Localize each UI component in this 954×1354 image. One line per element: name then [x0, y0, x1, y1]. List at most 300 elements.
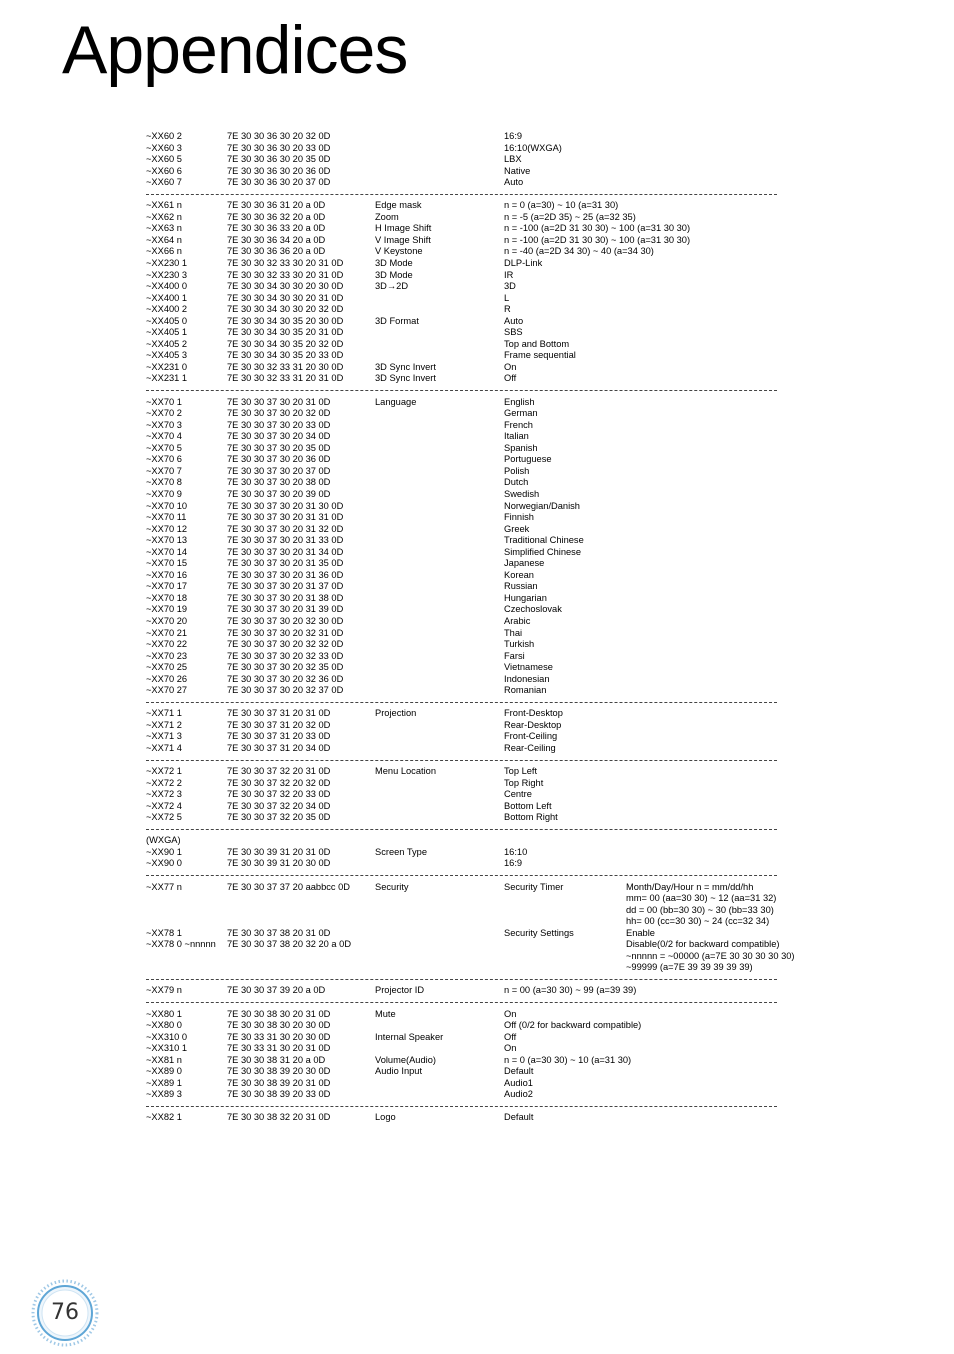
hex-code-cell: 7E 30 30 32 33 31 20 31 0D: [227, 373, 344, 384]
value-cell: Native: [504, 165, 531, 176]
table-row: [146, 951, 826, 963]
description-cell: Month/Day/Hour n = mm/dd/hh: [626, 881, 754, 892]
hex-code-cell: 7E 30 30 37 39 20 a 0D: [227, 985, 326, 996]
table-row: [146, 789, 826, 801]
command-cell: ~XX310 1: [146, 1043, 188, 1054]
value-cell: Bottom Right: [504, 812, 558, 823]
hex-code-cell: 7E 30 30 37 30 20 31 30 0D: [227, 500, 344, 511]
value-cell: LBX: [504, 154, 522, 165]
dashed-separator: [146, 189, 826, 201]
table-row: [146, 281, 826, 293]
command-cell: ~XX63 n: [146, 223, 182, 234]
table-row: [146, 1112, 826, 1124]
command-cell: ~XX72 3: [146, 789, 182, 800]
value-cell: Traditional Chinese: [504, 535, 584, 546]
table-row: [146, 235, 826, 247]
command-cell: ~XX230 1: [146, 258, 188, 269]
table-row: [146, 547, 826, 559]
table-row: [146, 674, 826, 686]
table-row: [146, 143, 826, 155]
table-row: [146, 916, 826, 928]
command-cell: ~XX70 14: [146, 546, 188, 557]
function-cell: 3D Mode: [375, 258, 413, 269]
function-cell: Menu Location: [375, 766, 436, 777]
command-cell: ~XX400 1: [146, 292, 188, 303]
table-row: [146, 1020, 826, 1032]
value-cell: Audio1: [504, 1077, 533, 1088]
value-cell: SBS: [504, 327, 523, 338]
command-cell: ~XX81 n: [146, 1054, 182, 1065]
command-cell: (WXGA): [146, 835, 181, 846]
table-row: [146, 847, 826, 859]
table-row: [146, 581, 826, 593]
table-row: [146, 477, 826, 489]
table-row: [146, 524, 826, 536]
value-cell: Default: [504, 1066, 534, 1077]
command-cell: ~XX60 3: [146, 142, 182, 153]
function-cell: V Image Shift: [375, 234, 431, 245]
command-cell: ~XX78 1: [146, 927, 182, 938]
value-cell: Swedish: [504, 488, 540, 499]
dashed-separator: [146, 697, 826, 709]
rs232-command-table: [146, 131, 826, 1124]
value-cell: Off: [504, 373, 517, 384]
value-cell: Dutch: [504, 477, 529, 488]
table-row: [146, 720, 826, 732]
hex-code-cell: 7E 30 30 38 39 20 30 0D: [227, 1066, 331, 1077]
command-cell: ~XX80 0: [146, 1020, 182, 1031]
value-cell: Farsi: [504, 650, 525, 661]
table-row: [146, 200, 826, 212]
value-cell: 16:9: [504, 131, 523, 141]
description-cell: ~99999 (a=7E 39 39 39 39 39): [626, 962, 753, 973]
value-cell: Security Settings: [504, 927, 574, 938]
table-row: [146, 628, 826, 640]
value-cell: Vietnamese: [504, 662, 553, 673]
value-cell: Rear-Desktop: [504, 719, 562, 730]
hex-code-cell: 7E 30 30 32 33 30 20 31 0D: [227, 258, 344, 269]
value-cell: Audio2: [504, 1089, 533, 1100]
table-row: [146, 131, 826, 143]
hex-code-cell: 7E 30 30 37 30 20 39 0D: [227, 488, 331, 499]
command-cell: ~XX231 0: [146, 361, 188, 372]
hex-code-cell: 7E 30 30 34 30 30 20 32 0D: [227, 304, 344, 315]
hex-code-cell: 7E 30 30 37 30 20 31 32 0D: [227, 523, 344, 534]
dashed-separator: [146, 870, 826, 882]
hex-code-cell: 7E 30 30 37 30 20 32 35 0D: [227, 662, 344, 673]
value-cell: n = 0 (a=30 30) ~ 10 (a=31 30): [504, 1054, 632, 1065]
table-row: [146, 570, 826, 582]
hex-code-cell: 7E 30 30 37 30 20 37 0D: [227, 465, 331, 476]
hex-code-cell: 7E 30 30 38 31 20 a 0D: [227, 1054, 326, 1065]
value-cell: Bottom Left: [504, 800, 552, 811]
hex-code-cell: 7E 30 30 32 33 30 20 31 0D: [227, 269, 344, 280]
command-cell: ~XX61 n: [146, 200, 182, 211]
table-row: [146, 905, 826, 917]
table-row: [146, 431, 826, 443]
hex-code-cell: 7E 30 30 37 30 20 31 38 0D: [227, 592, 344, 603]
function-cell: Volume(Audio): [375, 1054, 436, 1065]
command-cell: ~XX64 n: [146, 234, 182, 245]
hex-code-cell: 7E 30 30 38 39 20 33 0D: [227, 1089, 331, 1100]
value-cell: L: [504, 292, 510, 303]
table-row: [146, 535, 826, 547]
command-cell: ~XX70 17: [146, 581, 188, 592]
description-cell: ~nnnnn = ~00000 (a=7E 30 30 30 30 30): [626, 950, 795, 961]
value-cell: English: [504, 396, 535, 407]
hex-code-cell: 7E 30 30 36 30 20 37 0D: [227, 177, 331, 188]
hex-code-cell: 7E 30 30 37 30 20 32 36 0D: [227, 673, 344, 684]
hex-code-cell: 7E 30 30 36 34 20 a 0D: [227, 234, 326, 245]
hex-code-cell: 7E 30 30 37 30 20 33 0D: [227, 419, 331, 430]
value-cell: Polish: [504, 465, 530, 476]
command-cell: ~XX70 5: [146, 442, 182, 453]
function-cell: Projection: [375, 708, 417, 719]
table-row: [146, 316, 826, 328]
table-row: [146, 373, 826, 385]
command-cell: ~XX71 4: [146, 742, 182, 753]
value-cell: 16:9: [504, 858, 523, 869]
command-cell: ~XX90 0: [146, 858, 182, 869]
function-cell: 3D Sync Invert: [375, 361, 436, 372]
function-cell: Zoom: [375, 211, 399, 222]
value-cell: DLP-Link: [504, 258, 543, 269]
function-cell: Edge mask: [375, 200, 422, 211]
command-cell: ~XX77 n: [146, 881, 182, 892]
command-cell: ~XX82 1: [146, 1112, 182, 1123]
value-cell: R: [504, 304, 511, 315]
value-cell: Finnish: [504, 512, 534, 523]
table-row: [146, 766, 826, 778]
value-cell: n = -5 (a=2D 35) ~ 25 (a=32 35): [504, 211, 636, 222]
value-cell: Front-Desktop: [504, 708, 563, 719]
value-cell: n = -100 (a=2D 31 30 30) ~ 100 (a=31 30 30): [504, 223, 691, 234]
description-cell: hh= 00 (cc=30 30) ~ 24 (cc=32 34): [626, 916, 770, 927]
hex-code-cell: 7E 30 30 37 32 20 31 0D: [227, 766, 331, 777]
value-cell: Czechoslovak: [504, 604, 562, 615]
command-cell: ~XX400 0: [146, 281, 188, 292]
page-title: Appendices: [62, 12, 408, 88]
command-cell: ~XX405 0: [146, 315, 188, 326]
table-row: [146, 350, 826, 362]
command-cell: ~XX62 n: [146, 211, 182, 222]
table-row: [146, 501, 826, 513]
command-cell: ~XX70 26: [146, 673, 188, 684]
hex-code-cell: 7E 30 30 37 30 20 32 32 0D: [227, 639, 344, 650]
command-cell: ~XX70 13: [146, 535, 188, 546]
command-cell: ~XX78 0 ~nnnnn: [146, 939, 216, 950]
value-cell: On: [504, 1008, 517, 1019]
hex-code-cell: 7E 30 30 34 30 30 20 31 0D: [227, 292, 344, 303]
table-row: [146, 408, 826, 420]
value-cell: Top Left: [504, 766, 538, 777]
hex-code-cell: 7E 30 33 31 30 20 30 0D: [227, 1031, 331, 1042]
function-cell: V Keystone: [375, 246, 423, 257]
hex-code-cell: 7E 30 30 38 32 20 31 0D: [227, 1112, 331, 1123]
table-row: [146, 1066, 826, 1078]
hex-code-cell: 7E 30 30 37 30 20 31 34 0D: [227, 546, 344, 557]
table-row: [146, 882, 826, 894]
table-row: [146, 397, 826, 409]
hex-code-cell: 7E 30 30 34 30 35 20 30 0D: [227, 315, 344, 326]
hex-code-cell: 7E 30 30 36 36 20 a 0D: [227, 246, 326, 257]
hex-code-cell: 7E 30 30 36 30 20 32 0D: [227, 131, 331, 141]
hex-code-cell: 7E 30 30 36 30 20 35 0D: [227, 154, 331, 165]
command-cell: ~XX70 9: [146, 488, 182, 499]
hex-code-cell: 7E 30 30 36 30 20 36 0D: [227, 165, 331, 176]
hex-code-cell: 7E 30 30 34 30 35 20 32 0D: [227, 338, 344, 349]
function-cell: Internal Speaker: [375, 1031, 444, 1042]
dashed-separator: [146, 755, 826, 767]
hex-code-cell: 7E 30 30 37 32 20 35 0D: [227, 812, 331, 823]
table-row: [146, 454, 826, 466]
command-cell: ~XX230 3: [146, 269, 188, 280]
command-cell: ~XX400 2: [146, 304, 188, 315]
table-row: [146, 835, 826, 847]
function-cell: 3D Format: [375, 315, 419, 326]
value-cell: Arabic: [504, 615, 531, 626]
table-row: [146, 801, 826, 813]
command-cell: ~XX89 1: [146, 1077, 182, 1088]
hex-code-cell: 7E 30 30 37 32 20 33 0D: [227, 789, 331, 800]
function-cell: Language: [375, 396, 417, 407]
table-row: [146, 558, 826, 570]
command-cell: ~XX60 6: [146, 165, 182, 176]
function-cell: Mute: [375, 1008, 396, 1019]
hex-code-cell: 7E 30 30 37 30 20 36 0D: [227, 454, 331, 465]
value-cell: Front-Ceiling: [504, 731, 558, 742]
function-cell: Audio Input: [375, 1066, 423, 1077]
value-cell: Portuguese: [504, 454, 552, 465]
command-cell: ~XX60 5: [146, 154, 182, 165]
table-row: [146, 258, 826, 270]
table-row: [146, 639, 826, 651]
command-cell: ~XX405 1: [146, 327, 188, 338]
command-cell: ~XX70 23: [146, 650, 188, 661]
hex-code-cell: 7E 30 30 39 31 20 30 0D: [227, 858, 331, 869]
value-cell: n = 0 (a=30) ~ 10 (a=31 30): [504, 200, 619, 211]
command-cell: ~XX70 7: [146, 465, 182, 476]
hex-code-cell: 7E 30 30 37 30 20 31 39 0D: [227, 604, 344, 615]
page-number: 76: [51, 1300, 79, 1325]
dashed-separator: [146, 974, 826, 986]
hex-code-cell: 7E 30 30 37 32 20 32 0D: [227, 777, 331, 788]
command-cell: ~XX70 16: [146, 569, 188, 580]
function-cell: 3D Mode: [375, 269, 413, 280]
command-cell: ~XX310 0: [146, 1031, 188, 1042]
value-cell: French: [504, 419, 533, 430]
command-cell: ~XX231 1: [146, 373, 188, 384]
table-row: [146, 1032, 826, 1044]
hex-code-cell: 7E 30 30 36 31 20 a 0D: [227, 200, 326, 211]
table-row: [146, 985, 826, 997]
command-cell: ~XX70 1: [146, 396, 182, 407]
value-cell: Simplified Chinese: [504, 546, 581, 557]
description-cell: dd = 00 (bb=30 30) ~ 30 (bb=33 30): [626, 904, 774, 915]
command-cell: ~XX71 2: [146, 719, 182, 730]
table-row: [146, 1078, 826, 1090]
value-cell: Off: [504, 1031, 517, 1042]
table-row: [146, 420, 826, 432]
hex-code-cell: 7E 30 30 37 38 20 31 0D: [227, 927, 331, 938]
value-cell: Norwegian/Danish: [504, 500, 580, 511]
hex-code-cell: 7E 30 30 37 30 20 31 36 0D: [227, 569, 344, 580]
value-cell: Indonesian: [504, 673, 550, 684]
hex-code-cell: 7E 30 30 37 30 20 31 0D: [227, 396, 331, 407]
hex-code-cell: 7E 30 30 37 31 20 34 0D: [227, 742, 331, 753]
command-cell: ~XX70 25: [146, 662, 188, 673]
command-cell: ~XX90 1: [146, 846, 182, 857]
value-cell: 16:10(WXGA): [504, 142, 562, 153]
value-cell: Italian: [504, 431, 529, 442]
value-cell: Auto: [504, 177, 524, 188]
dashed-separator: [146, 997, 826, 1009]
value-cell: Hungarian: [504, 592, 547, 603]
table-row: [146, 246, 826, 258]
value-cell: n = 00 (a=30 30) ~ 99 (a=39 39): [504, 985, 637, 996]
value-cell: Korean: [504, 569, 534, 580]
value-cell: Security Timer: [504, 881, 564, 892]
command-cell: ~XX79 n: [146, 985, 182, 996]
value-cell: Spanish: [504, 442, 538, 453]
value-cell: Turkish: [504, 639, 535, 650]
table-row: [146, 616, 826, 628]
value-cell: Greek: [504, 523, 530, 534]
hex-code-cell: 7E 30 30 37 31 20 31 0D: [227, 708, 331, 719]
command-cell: ~XX70 15: [146, 558, 188, 569]
table-row: [146, 593, 826, 605]
value-cell: On: [504, 361, 517, 372]
command-cell: ~XX71 1: [146, 708, 182, 719]
value-cell: Frame sequential: [504, 350, 576, 361]
value-cell: Top Right: [504, 777, 544, 788]
hex-code-cell: 7E 30 30 37 30 20 31 31 0D: [227, 512, 344, 523]
value-cell: Auto: [504, 315, 524, 326]
value-cell: 16:10: [504, 846, 528, 857]
table-row: [146, 154, 826, 166]
table-row: [146, 708, 826, 720]
command-cell: ~XX70 11: [146, 512, 187, 523]
hex-code-cell: 7E 30 30 34 30 30 20 30 0D: [227, 281, 344, 292]
table-row: [146, 466, 826, 478]
table-row: [146, 893, 826, 905]
hex-code-cell: 7E 30 30 37 31 20 32 0D: [227, 719, 331, 730]
hex-code-cell: 7E 30 30 36 33 20 a 0D: [227, 223, 326, 234]
function-cell: Projector ID: [375, 985, 425, 996]
table-row: [146, 662, 826, 674]
table-row: [146, 223, 826, 235]
value-cell: n = -40 (a=2D 34 30) ~ 40 (a=34 30): [504, 246, 654, 257]
table-row: [146, 778, 826, 790]
table-row: [146, 962, 826, 974]
table-row: [146, 362, 826, 374]
dashed-separator: [146, 824, 826, 836]
hex-code-cell: 7E 30 30 38 39 20 31 0D: [227, 1077, 331, 1088]
table-row: [146, 651, 826, 663]
hex-code-cell: 7E 30 30 37 30 20 32 33 0D: [227, 650, 344, 661]
hex-code-cell: 7E 30 30 39 31 20 31 0D: [227, 846, 331, 857]
command-cell: ~XX70 20: [146, 615, 188, 626]
command-cell: ~XX70 2: [146, 408, 182, 419]
hex-code-cell: 7E 30 30 37 30 20 31 37 0D: [227, 581, 344, 592]
hex-code-cell: 7E 30 30 37 31 20 33 0D: [227, 731, 331, 742]
value-cell: Romanian: [504, 685, 547, 696]
hex-code-cell: 7E 30 30 37 30 20 32 31 0D: [227, 627, 344, 638]
value-cell: On: [504, 1043, 517, 1054]
hex-code-cell: 7E 30 30 37 30 20 34 0D: [227, 431, 331, 442]
hex-code-cell: 7E 30 30 37 30 20 32 37 0D: [227, 685, 344, 696]
command-cell: ~XX72 4: [146, 800, 182, 811]
hex-code-cell: 7E 30 30 37 30 20 31 33 0D: [227, 535, 344, 546]
command-cell: ~XX70 19: [146, 604, 188, 615]
function-cell: Screen Type: [375, 846, 428, 857]
description-cell: Enable: [626, 927, 655, 938]
command-cell: ~XX80 1: [146, 1008, 182, 1019]
table-row: [146, 928, 826, 940]
command-cell: ~XX72 5: [146, 812, 182, 823]
table-row: [146, 166, 826, 178]
table-row: [146, 339, 826, 351]
value-cell: n = -100 (a=2D 31 30 30) ~ 100 (a=31 30 30): [504, 234, 691, 245]
command-cell: ~XX70 3: [146, 419, 182, 430]
table-row: [146, 812, 826, 824]
function-cell: 3D Sync Invert: [375, 373, 436, 384]
value-cell: IR: [504, 269, 514, 280]
hex-code-cell: 7E 30 30 36 30 20 33 0D: [227, 142, 331, 153]
command-cell: ~XX70 12: [146, 523, 188, 534]
hex-code-cell: 7E 30 30 37 38 20 32 20 a 0D: [227, 939, 352, 950]
table-row: [146, 731, 826, 743]
table-row: [146, 1043, 826, 1055]
command-cell: ~XX60 7: [146, 177, 182, 188]
value-cell: Off (0/2 for backward compatible): [504, 1020, 642, 1031]
command-cell: ~XX72 1: [146, 766, 182, 777]
table-row: [146, 743, 826, 755]
command-cell: ~XX70 10: [146, 500, 188, 511]
table-row: [146, 270, 826, 282]
command-cell: ~XX89 0: [146, 1066, 182, 1077]
command-cell: ~XX70 6: [146, 454, 182, 465]
hex-code-cell: 7E 30 30 37 30 20 31 35 0D: [227, 558, 344, 569]
function-cell: H Image Shift: [375, 223, 432, 234]
table-row: [146, 604, 826, 616]
table-row: [146, 1089, 826, 1101]
command-cell: ~XX70 18: [146, 592, 188, 603]
command-cell: ~XX405 3: [146, 350, 188, 361]
value-cell: Japanese: [504, 558, 545, 569]
function-cell: Security: [375, 881, 409, 892]
value-cell: 3D: [504, 281, 516, 292]
value-cell: German: [504, 408, 538, 419]
hex-code-cell: 7E 30 30 34 30 35 20 31 0D: [227, 327, 344, 338]
table-row: [146, 685, 826, 697]
hex-code-cell: 7E 30 30 37 30 20 32 0D: [227, 408, 331, 419]
table-row: [146, 304, 826, 316]
description-cell: mm= 00 (aa=30 30) ~ 12 (aa=31 32): [626, 893, 777, 904]
function-cell: Logo: [375, 1112, 396, 1123]
table-row: [146, 1055, 826, 1067]
table-row: [146, 327, 826, 339]
command-cell: ~XX70 21: [146, 627, 188, 638]
hex-code-cell: 7E 30 30 37 37 20 aabbcc 0D: [227, 881, 351, 892]
hex-code-cell: 7E 30 30 34 30 35 20 33 0D: [227, 350, 344, 361]
hex-code-cell: 7E 30 30 37 30 20 32 30 0D: [227, 615, 344, 626]
command-cell: ~XX70 22: [146, 639, 188, 650]
value-cell: Centre: [504, 789, 532, 800]
hex-code-cell: 7E 30 30 36 32 20 a 0D: [227, 211, 326, 222]
table-row: [146, 512, 826, 524]
command-cell: ~XX71 3: [146, 731, 182, 742]
